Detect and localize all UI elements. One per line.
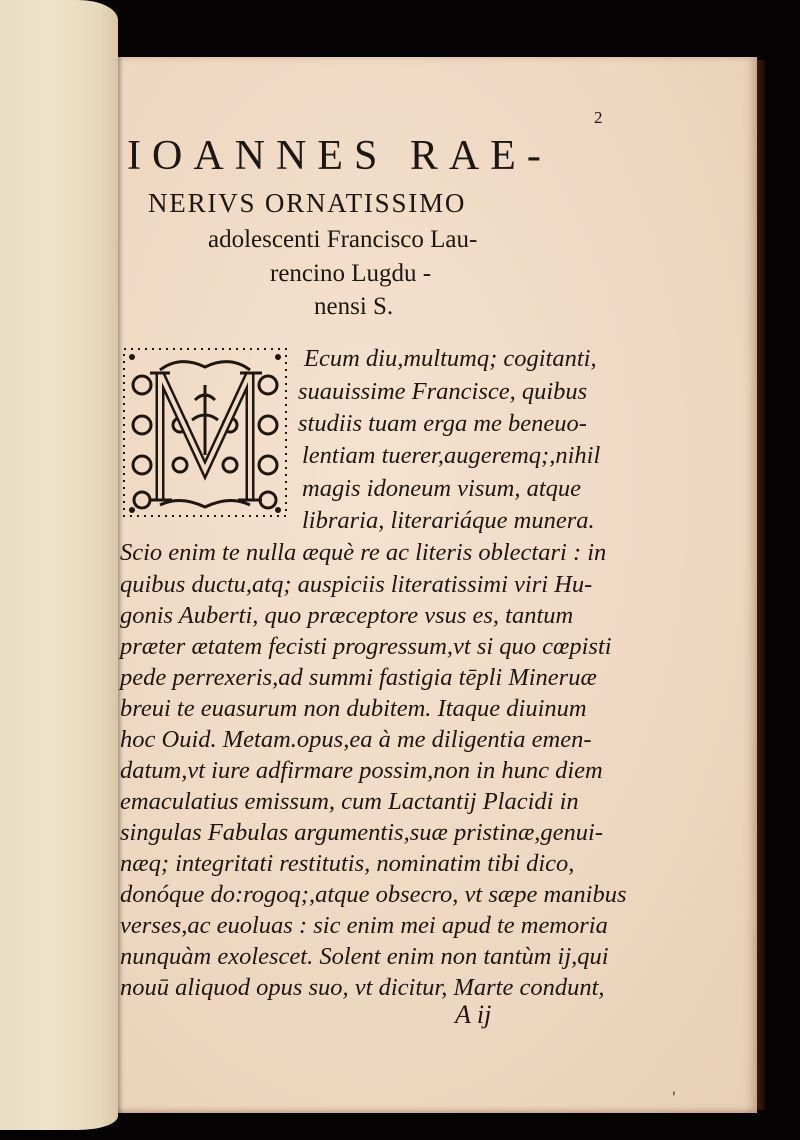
facing-page-left [0,0,118,1130]
body-line: Scio enim te nulla æquè re ac literis oblectari : in [120,539,607,566]
stray-mark: ' [672,1090,676,1106]
heading-line-2: NERIVS ORNATISSIMO [148,188,467,218]
heading-line-3: adolescenti Francisco Lau- [208,226,478,253]
heading-line-5: nensi S. [314,293,394,320]
body-line: gonis Auberti, quo præceptore vsus es, tantum [120,602,574,629]
body-line: singulas Fabulas argumentis,suæ pristinæ,genui- [120,819,604,846]
heading-line-4: rencino Lugdu - [270,260,432,287]
signature-mark: A ij [455,1000,492,1029]
folio-number: 2 [594,108,603,127]
body-line: magis idoneum visum, atque [302,475,581,502]
body-line: næq; integritati restitutis, nominatim tibi dico, [120,850,575,877]
body-line: breui te euasurum non dubitem. Itaque diuinum [120,695,587,722]
body-line: lentiam tuerer,augeremq;,nihil [302,442,601,469]
body-line: Ecum diu,multumq; cogitanti, [304,345,597,372]
body-line: hoc Ouid. Metam.opus,ea à me diligentia emen- [120,726,592,753]
body-line: studiis tuam erga me beneuo- [298,410,587,437]
decorated-initial-m-icon [120,345,290,520]
body-line: donóque do:rogoq;,atque obsecro, vt sæpe manibus [120,881,627,908]
body-line: emaculatius emissum, cum Lactantij Placidi in [120,788,579,815]
body-line: datum,vt iure adfirmare possim,non in hunc diem [120,757,603,784]
body-line: præter ætatem fecisti progressum,vt si quo cœpisti [120,633,612,660]
body-line: nouū aliquod opus suo, vt dicitur, Marte condunt, [120,974,605,1001]
body-line: libraria, literariáque munera. [302,507,595,534]
body-line: suauissime Francisce, quibus [298,378,588,405]
body-line: quibus ductu,atq; auspiciis literatissimi viri Hu- [120,571,593,598]
body-line: pede perrexeris,ad summi fastigia tēpli Mineruæ [120,664,597,691]
book-page-edges [757,60,765,1110]
body-line: nunquàm exolescet. Solent enim non tantùm ij,qui [120,943,609,970]
heading-line-1: IOANNES RAE- [127,133,552,179]
body-line: verses,ac euoluas : sic enim mei apud te memoria [120,912,608,939]
